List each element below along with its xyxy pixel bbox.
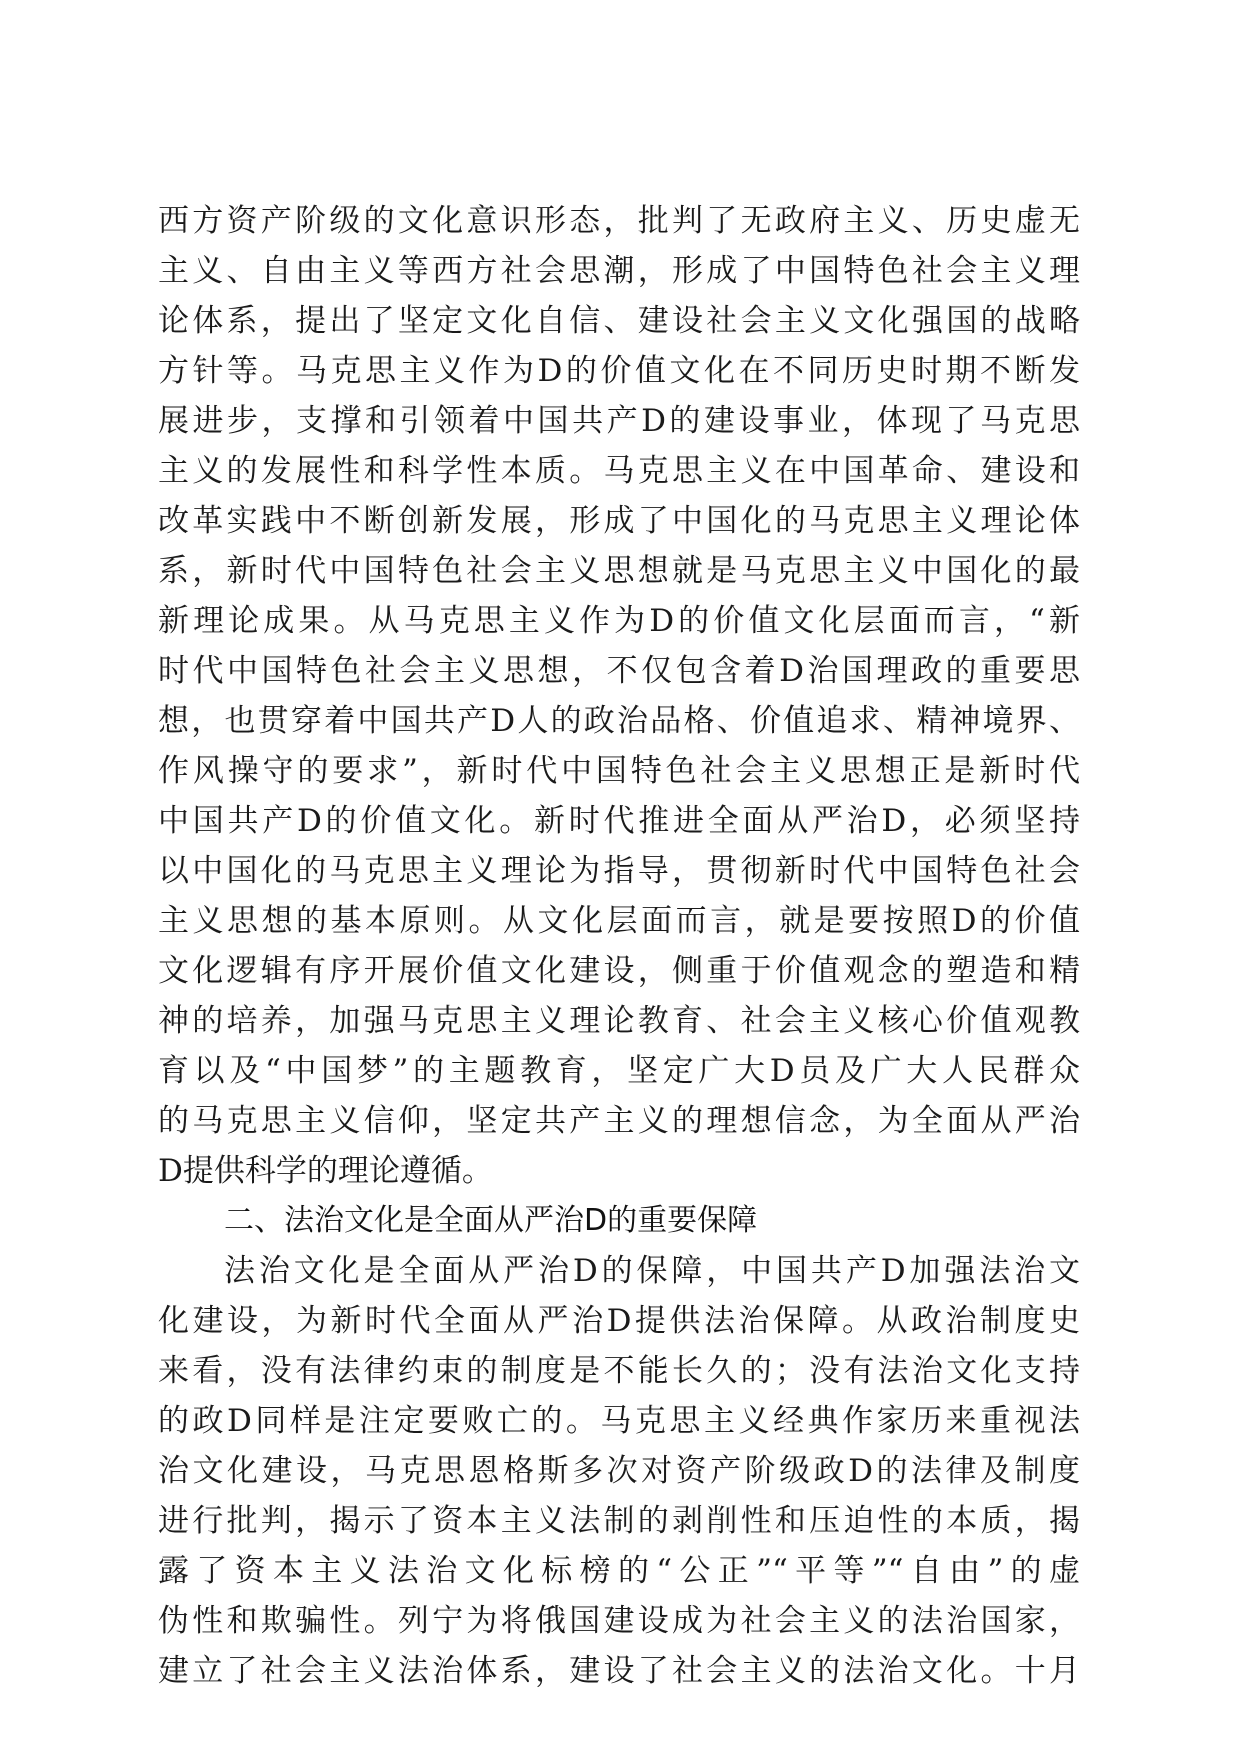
section-heading: 二、法治文化是全面从严治D的重要保障 <box>224 1203 758 1238</box>
paragraph-line: 建立了社会主义法治体系，建设了社会主义的法治文化。十月 <box>158 1653 1080 1689</box>
paragraph-line: 的马克思主义信仰，坚定共产主义的理想信念，为全面从严治 <box>158 1103 1080 1139</box>
paragraph-line: 文化逻辑有序开展价值文化建设，侧重于价值观念的塑造和精 <box>158 953 1080 989</box>
paragraph-line: 论体系，提出了坚定文化自信、建设社会主义文化强国的战略 <box>158 303 1080 339</box>
paragraph-line: 神的培养，加强马克思主义理论教育、社会主义核心价值观教 <box>158 1003 1080 1039</box>
paragraph-line: 新理论成果。从马克思主义作为D的价值文化层面而言，“新 <box>158 603 1080 639</box>
paragraph-line: 时代中国特色社会主义思想，不仅包含着D治国理政的重要思 <box>158 653 1080 689</box>
paragraph-line: 西方资产阶级的文化意识形态，批判了无政府主义、历史虚无 <box>158 203 1080 239</box>
paragraph-line: 化建设，为新时代全面从严治D提供法治保障。从政治制度史 <box>158 1303 1080 1339</box>
paragraph-line: 想，也贯穿着中国共产D人的政治品格、价值追求、精神境界、 <box>158 703 1080 739</box>
paragraph-line: 作风操守的要求”，新时代中国特色社会主义思想正是新时代 <box>158 753 1080 789</box>
paragraph-line: 系，新时代中国特色社会主义思想就是马克思主义中国化的最 <box>158 553 1080 589</box>
paragraph-line: 主义、自由主义等西方社会思潮，形成了中国特色社会主义理 <box>158 253 1080 289</box>
paragraph-line: 法治文化是全面从严治D的保障，中国共产D加强法治文 <box>224 1253 1080 1289</box>
document-body <box>158 196 1080 1696</box>
paragraph-line: 主义思想的基本原则。从文化层面而言，就是要按照D的价值 <box>158 903 1080 939</box>
paragraph-line: D提供科学的理论遵循。 <box>158 1153 493 1189</box>
paragraph-line: 展进步，支撑和引领着中国共产D的建设事业，体现了马克思 <box>158 403 1080 439</box>
paragraph-line: 的政D同样是注定要败亡的。马克思主义经典作家历来重视法 <box>158 1403 1080 1439</box>
paragraph-line: 中国共产D的价值文化。新时代推进全面从严治D，必须坚持 <box>158 803 1080 839</box>
paragraph-line: 伪性和欺骗性。列宁为将俄国建设成为社会主义的法治国家， <box>158 1603 1080 1639</box>
paragraph-line: 露了资本主义法治文化标榜的“公正”“平等”“自由”的虚 <box>158 1553 1080 1589</box>
paragraph-line: 以中国化的马克思主义理论为指导，贯彻新时代中国特色社会 <box>158 853 1080 889</box>
paragraph-line: 改革实践中不断创新发展，形成了中国化的马克思主义理论体 <box>158 503 1080 539</box>
paragraph-line: 育以及“中国梦”的主题教育，坚定广大D员及广大人民群众 <box>158 1053 1080 1089</box>
paragraph-line: 来看，没有法律约束的制度是不能长久的；没有法治文化支持 <box>158 1353 1080 1389</box>
paragraph-line: 进行批判，揭示了资本主义法制的剥削性和压迫性的本质，揭 <box>158 1503 1080 1539</box>
paragraph-line: 方针等。马克思主义作为D的价值文化在不同历史时期不断发 <box>158 353 1080 389</box>
paragraph-line: 主义的发展性和科学性本质。马克思主义在中国革命、建设和 <box>158 453 1080 489</box>
paragraph-line: 治文化建设，马克思恩格斯多次对资产阶级政D的法律及制度 <box>158 1453 1080 1489</box>
